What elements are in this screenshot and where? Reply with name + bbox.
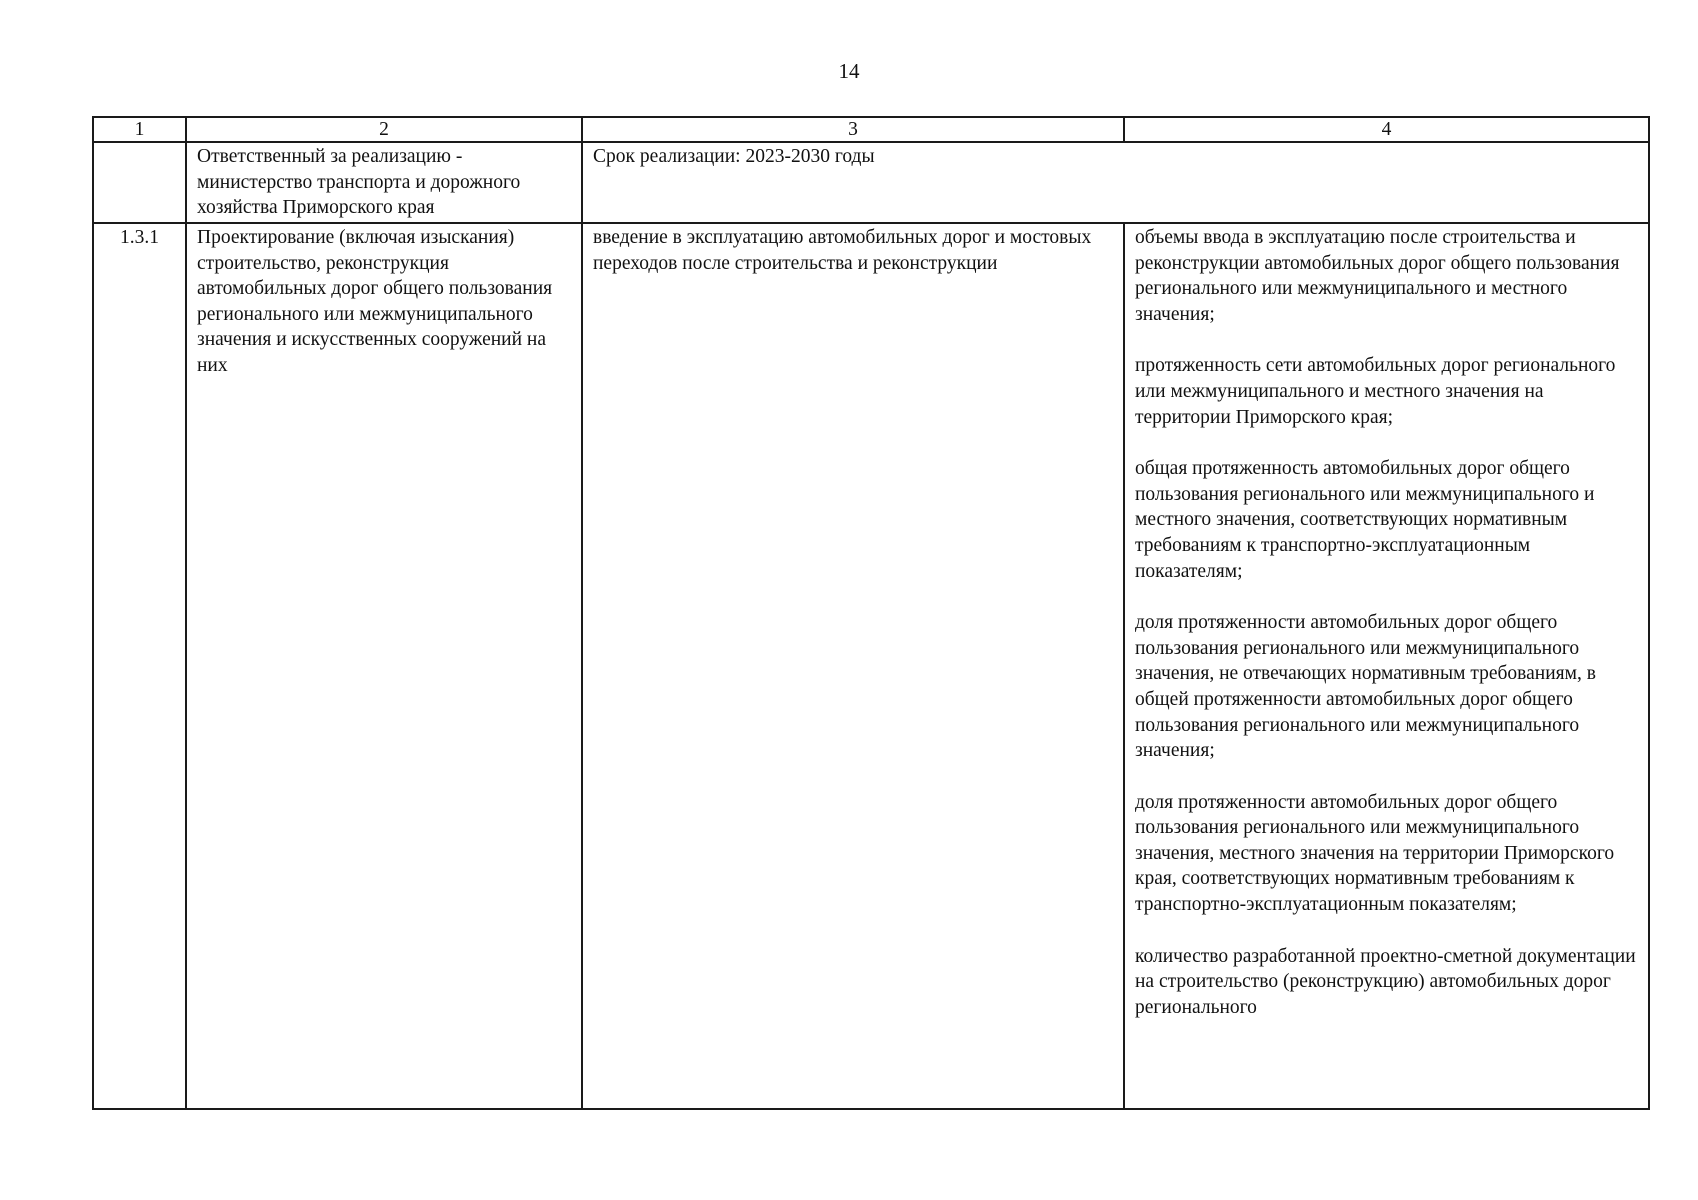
column-number-2: 2 (186, 117, 582, 142)
effect-cell: введение в эксплуатацию автомобильных дорог и мостовых переходов после строительства и реконструкции (582, 223, 1124, 1109)
indicators-cell (1124, 223, 1649, 1109)
column-number-1: 1 (93, 117, 186, 142)
column-number-3: 3 (582, 117, 1124, 142)
responsible-cell: Ответственный за реализацию - министерство транспорта и дорожного хозяйства Приморского края (186, 142, 582, 223)
page-number: 14 (838, 59, 860, 83)
table-row (93, 223, 1649, 1109)
task-cell: Проектирование (включая изыскания) строительство, реконструкция автомобильных дорог общего пользования регионального или межмуниципального значения и искусственных сооружений на них (186, 223, 582, 1109)
implementation-period-cell: Срок реализации: 2023-2030 годы (582, 142, 1649, 223)
indicator-item: общая протяженность автомобильных дорог общего пользования регионального или межмуниципального и местного значения, соответствующих нормативным требованиям к транспортно-эксплуатационным показателям; (1135, 458, 1595, 582)
program-table (92, 116, 1650, 1110)
indicator-item: количество разработанной проектно-сметной документации на строительство (реконструкцию) автомобильных дорог регионального (1135, 945, 1636, 1018)
indicator-item: доля протяженности автомобильных дорог общего пользования регионального или межмуниципального значения, местного значения на территории Приморского края, соответствующих нормативным требованиям к транспортно-эксплуатационным показателям; (1135, 791, 1615, 916)
responsible-row-number (93, 142, 186, 223)
column-number-4: 4 (1124, 117, 1649, 142)
indicator-item: протяженность сети автомобильных дорог регионального или межмуниципального и местного значения на территории Приморского края; (1135, 355, 1616, 428)
column-number-row (93, 117, 1649, 142)
row-number: 1.3.1 (93, 223, 186, 1109)
responsible-row (93, 142, 1649, 223)
indicator-item: объемы ввода в эксплуатацию после строительства и реконструкции автомобильных дорог общего пользования регионального или межмуниципального и местного значения; (1135, 227, 1620, 325)
indicator-item: доля протяженности автомобильных дорог общего пользования регионального или межмуниципального значения, не отвечающих нормативным требованиям, в общей протяженности автомобильных дорог общего пользования регионального или межмуниципального значения; (1135, 612, 1596, 762)
